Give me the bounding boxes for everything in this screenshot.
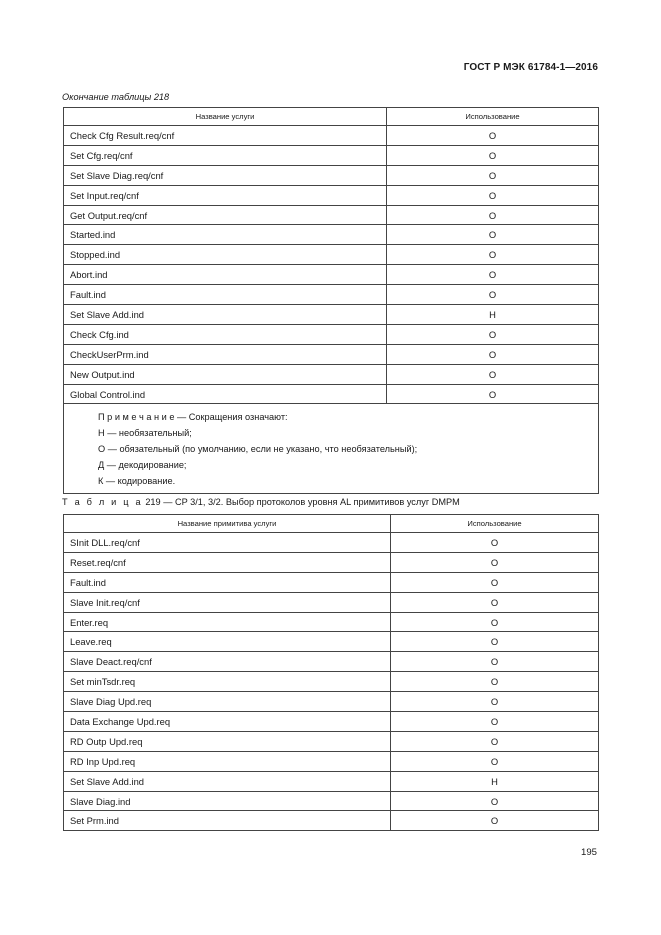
table-row [64,652,599,672]
usage-cell: O [391,612,599,632]
service-name-cell: New Output.ind [64,364,387,384]
service-name-cell: Slave Diag.ind [64,791,391,811]
usage-cell: O [391,572,599,592]
table-row [64,612,599,632]
note-line: О — обязательный (по умолчанию, если не указано, что необязательный); [98,444,418,455]
usage-cell: O [391,533,599,553]
service-name-cell: Global Control.ind [64,384,387,404]
table-row [64,205,599,225]
usage-cell: O [391,552,599,572]
table-row [64,692,599,712]
usage-cell: O [391,751,599,771]
table-row [64,811,599,831]
service-name-cell: Slave Diag Upd.req [64,692,391,712]
table-row [64,552,599,572]
service-name-cell: Started.ind [64,225,387,245]
standard-header: ГОСТ Р МЭК 61784-1—2016 [463,62,598,73]
usage-cell: O [391,652,599,672]
usage-cell: O [387,185,599,205]
table-219-caption [62,497,460,507]
service-name-cell: Set Slave Add.ind [64,305,387,325]
usage-cell: Н [391,771,599,791]
page-number: 195 [580,847,597,858]
service-name-cell: Set Prm.ind [64,811,391,831]
note-line: Д — декодирование; [98,460,187,471]
usage-cell: O [387,364,599,384]
usage-cell: O [387,344,599,364]
usage-cell: O [391,791,599,811]
service-name-cell: Abort.ind [64,265,387,285]
service-name-cell: Check Cfg Result.req/cnf [64,126,387,146]
column-header-service-name: Название услуги [64,108,387,126]
usage-cell: O [391,712,599,732]
usage-cell: O [387,165,599,185]
table-row [64,712,599,732]
table-row [64,533,599,553]
table-row [64,225,599,245]
table-row [64,771,599,791]
column-header-primitive-name: Название примитива услуги [64,515,391,533]
service-name-cell: Data Exchange Upd.req [64,712,391,732]
service-name-cell: Leave.req [64,632,391,652]
service-name-cell: Set Slave Diag.req/cnf [64,165,387,185]
usage-cell: O [387,126,599,146]
note-title: П р и м е ч а н и е [98,412,175,423]
table-219-caption-text: 219 — CP 3/1, 3/2. Выбор протоколов уровня AL примитивов услуг DMPM [142,497,460,507]
table-218 [63,107,599,494]
service-name-cell: Get Output.req/cnf [64,205,387,225]
table-row [64,185,599,205]
table-header-row [64,108,599,126]
service-name-cell: Fault.ind [64,572,391,592]
service-name-cell: Stopped.ind [64,245,387,265]
table-header-row [64,515,599,533]
note-line: Н — необязательный; [98,428,192,439]
service-name-cell: Enter.req [64,612,391,632]
service-name-cell: Set Slave Add.ind [64,771,391,791]
table-row [64,751,599,771]
usage-cell: O [391,592,599,612]
column-header-usage: Использование [387,108,599,126]
service-name-cell: Reset.req/cnf [64,552,391,572]
service-name-cell: Slave Deact.req/cnf [64,652,391,672]
usage-cell: O [391,811,599,831]
usage-cell: O [391,731,599,751]
usage-cell: O [387,225,599,245]
usage-cell: O [387,324,599,344]
column-header-usage: Использование [391,515,599,533]
table-219-caption-label: Т а б л и ц а [62,497,143,507]
service-name-cell: SInit DLL.req/cnf [64,533,391,553]
table-row [64,791,599,811]
table-row [64,305,599,325]
table-218-caption: Окончание таблицы 218 [62,92,170,102]
table-219 [63,514,599,831]
table-row [64,731,599,751]
service-name-cell: Set Cfg.req/cnf [64,145,387,165]
service-name-cell: Set Input.req/cnf [64,185,387,205]
table-row [64,285,599,305]
usage-cell: Н [387,305,599,325]
usage-cell: O [391,672,599,692]
table-row [64,592,599,612]
usage-cell: O [391,692,599,712]
table-row [64,145,599,165]
table-row [64,324,599,344]
note-line: К — кодирование. [98,476,176,487]
service-name-cell: RD Inp Upd.req [64,751,391,771]
service-name-cell: RD Outp Upd.req [64,731,391,751]
table-row [64,344,599,364]
table-row [64,672,599,692]
table-row [64,265,599,285]
table-row [64,632,599,652]
table-row [64,364,599,384]
usage-cell: O [387,145,599,165]
note-heading [98,409,592,425]
table-row [64,384,599,404]
usage-cell: O [387,384,599,404]
usage-cell: O [387,205,599,225]
table-row [64,165,599,185]
usage-cell: O [387,265,599,285]
usage-cell: O [391,632,599,652]
note-row [64,404,599,494]
usage-cell: O [387,245,599,265]
service-name-cell: Set minTsdr.req [64,672,391,692]
table-row [64,245,599,265]
table-row [64,572,599,592]
service-name-cell: Fault.ind [64,285,387,305]
service-name-cell: CheckUserPrm.ind [64,344,387,364]
service-name-cell: Slave Init.req/cnf [64,592,391,612]
note-intro: — Сокращения означают: [174,412,288,423]
note-cell [64,404,599,494]
usage-cell: O [387,285,599,305]
table-row [64,126,599,146]
service-name-cell: Check Cfg.ind [64,324,387,344]
